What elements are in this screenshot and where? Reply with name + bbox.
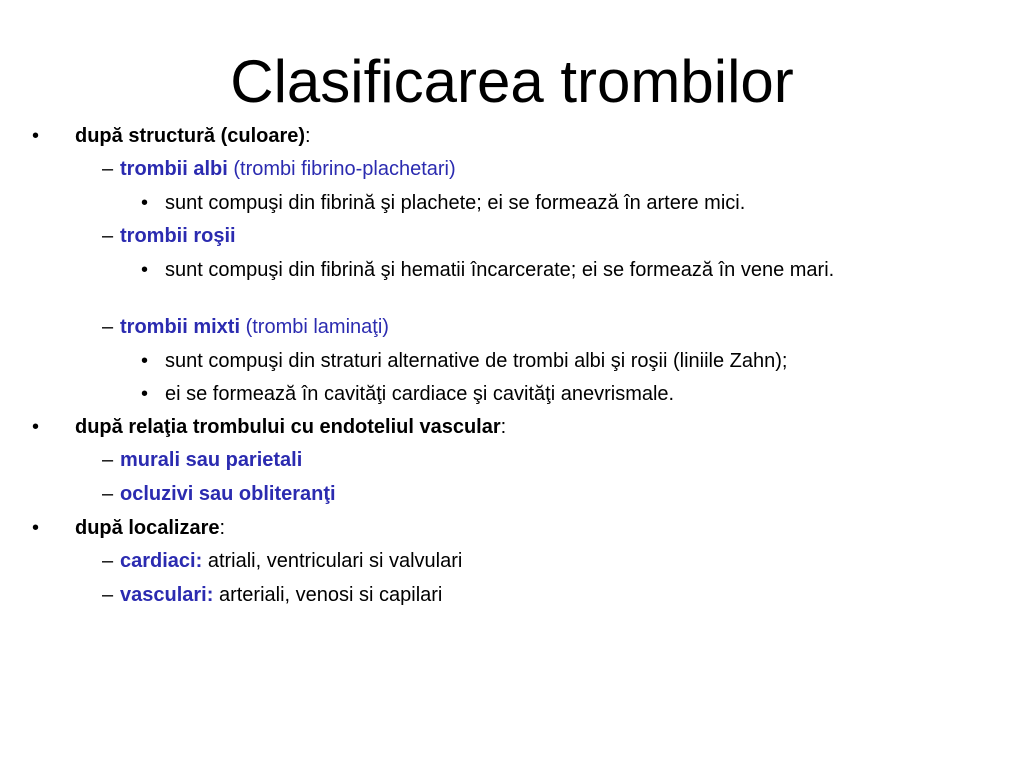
section-text bbox=[75, 415, 506, 439]
subitem-cardiaci bbox=[0, 549, 1024, 583]
bullet-marker: • bbox=[141, 192, 149, 214]
section-text bbox=[75, 124, 311, 148]
section-relatie-endoteliu bbox=[0, 415, 1024, 448]
subitem-note: (trombi fibrino-plachetari) bbox=[227, 158, 456, 180]
bullet-marker: • bbox=[32, 416, 40, 438]
detail-text: sunt compuşi din fibrină şi hematii încarcerate; ei se formează în vene mari. bbox=[165, 259, 835, 281]
detail-text: ei se formează în cavităţi cardiace şi cavităţi anevrismale. bbox=[165, 383, 675, 405]
subitem-trombii-rosii bbox=[0, 224, 1024, 258]
subitem-term: trombii roşii bbox=[120, 225, 236, 247]
subitem-text bbox=[120, 224, 236, 248]
subitem-term: murali sau parietali bbox=[120, 449, 303, 471]
subitem-note: (trombi laminaţi) bbox=[240, 316, 389, 338]
subitem-text bbox=[120, 315, 389, 339]
subitem-term: trombii mixti bbox=[120, 316, 241, 338]
dash-marker: – bbox=[102, 158, 114, 180]
subitem-term: vasculari: bbox=[120, 584, 214, 606]
subitem-text bbox=[120, 157, 456, 181]
detail-trombii-albi bbox=[0, 191, 1024, 224]
bullet-marker: • bbox=[141, 259, 149, 281]
bullet-marker: • bbox=[32, 517, 40, 539]
dash-marker: – bbox=[102, 584, 114, 606]
subitem-rest: arteriali, venosi si capilari bbox=[213, 584, 443, 606]
subitem-term: ocluzivi sau obliteranţi bbox=[120, 483, 336, 505]
detail-trombii-mixti-2 bbox=[0, 382, 1024, 415]
bullet-marker: • bbox=[141, 350, 149, 372]
section-suffix: : bbox=[219, 517, 226, 539]
section-structure bbox=[0, 124, 1024, 157]
dash-marker: – bbox=[102, 550, 114, 572]
detail-text: sunt compuşi din straturi alternative de trombi albi şi roşii (liniile Zahn); bbox=[165, 350, 788, 372]
subitem-term: cardiaci: bbox=[120, 550, 203, 572]
subitem-rest: atriali, ventriculari si valvulari bbox=[202, 550, 463, 572]
dash-marker: – bbox=[102, 225, 114, 247]
section-suffix: : bbox=[500, 416, 507, 438]
dash-marker: – bbox=[102, 483, 114, 505]
bullet-marker: • bbox=[141, 383, 149, 405]
slide-title: Clasificarea trombilor bbox=[230, 48, 794, 115]
slide-body bbox=[0, 124, 1024, 617]
subitem-text bbox=[120, 583, 442, 607]
subitem-trombii-mixti bbox=[0, 315, 1024, 349]
subitem-trombii-albi bbox=[0, 157, 1024, 191]
section-heading: după structură (culoare) bbox=[75, 125, 306, 147]
subitem-term: trombii albi bbox=[120, 158, 228, 180]
section-localizare bbox=[0, 516, 1024, 549]
detail-trombii-mixti-1 bbox=[0, 349, 1024, 382]
subitem-ocluzivi bbox=[0, 482, 1024, 516]
section-text bbox=[75, 516, 225, 540]
section-heading: după localizare bbox=[75, 517, 220, 539]
dash-marker: – bbox=[102, 449, 114, 471]
subitem-vasculari bbox=[0, 583, 1024, 617]
section-heading: după relaţia trombului cu endoteliul vascular bbox=[75, 416, 501, 438]
detail-trombii-rosii bbox=[0, 258, 1024, 315]
subitem-text bbox=[120, 549, 462, 573]
dash-marker: – bbox=[102, 316, 114, 338]
detail-text: sunt compuşi din fibrină şi plachete; ei se formează în artere mici. bbox=[165, 192, 746, 214]
section-suffix: : bbox=[305, 125, 311, 147]
bullet-marker: • bbox=[32, 125, 40, 147]
subitem-murali bbox=[0, 448, 1024, 482]
